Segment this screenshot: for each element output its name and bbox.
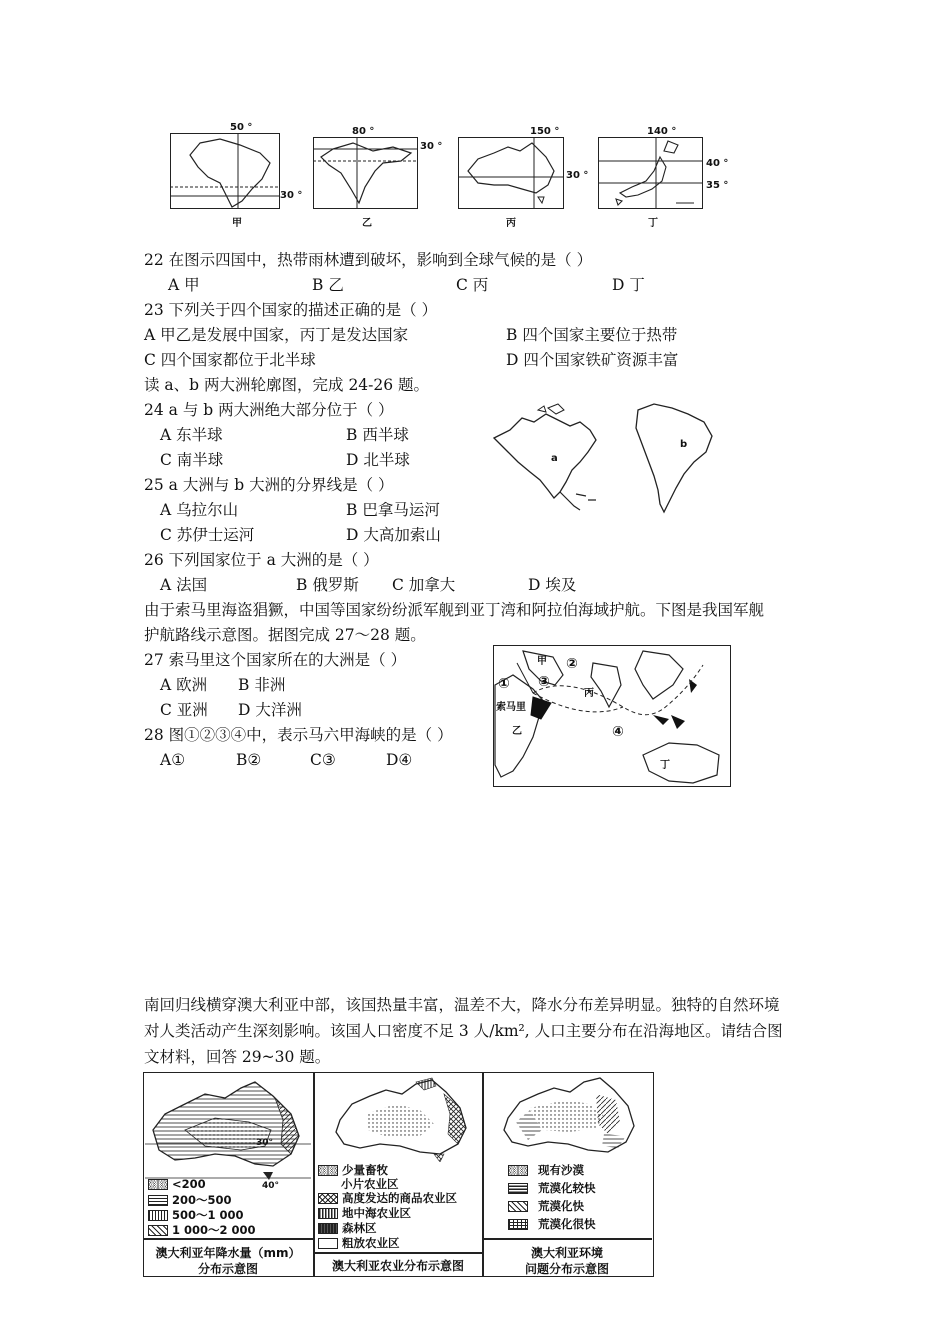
empty-swatch-icon <box>318 1238 338 1249</box>
map-bing-label: 丙 <box>506 218 516 229</box>
map-ding-lat2: 35 ° <box>706 180 729 191</box>
route-point-3: ③ <box>538 674 550 690</box>
map-bing-outline <box>458 137 564 209</box>
rain-tick-30: 30° <box>256 1138 274 1148</box>
rain-legend-4 <box>148 1222 256 1238</box>
q27-option-a[interactable]: A 欧洲 <box>160 676 208 694</box>
q24-option-d[interactable]: D 北半球 <box>346 451 410 469</box>
continent-a-label: a <box>551 453 558 464</box>
map-jia-lat: 30 ° <box>280 190 303 201</box>
q22-option-a[interactable]: A 甲 <box>168 276 200 294</box>
q26-option-c[interactable]: C 加拿大 <box>392 576 456 594</box>
agri-legend-4-text: 地中海农业区 <box>342 1206 411 1220</box>
dots-swatch-icon <box>508 1165 528 1176</box>
map-ding-lon: 140 ° <box>647 126 677 137</box>
map-bing-lon: 150 ° <box>530 126 560 137</box>
grid-swatch-icon <box>508 1219 528 1230</box>
map-jia-outline <box>170 133 280 209</box>
q23-stem: 23 下列关于四个国家的描述正确的是（ ） <box>144 301 438 319</box>
env-legend-1 <box>508 1162 584 1178</box>
q28-option-d[interactable]: D④ <box>386 751 413 769</box>
agri-legend-5-text: 森林区 <box>342 1221 377 1235</box>
env-legend-2 <box>508 1180 596 1196</box>
route-label-bing: 丙 <box>584 688 594 699</box>
americas-outline-map <box>488 400 738 520</box>
route-label-yi: 乙 <box>512 726 522 737</box>
cross-swatch-icon <box>318 1193 338 1204</box>
route-point-4: ④ <box>612 724 624 740</box>
q25-option-a[interactable]: A 乌拉尔山 <box>160 501 239 519</box>
vlines-swatch-icon <box>148 1210 168 1221</box>
q28-option-a[interactable]: A① <box>160 751 186 769</box>
q25-option-d[interactable]: D 大高加索山 <box>346 526 441 544</box>
vlines-swatch-icon <box>318 1208 338 1219</box>
map-ding-outline <box>598 137 703 209</box>
q27-option-d[interactable]: D 大洋洲 <box>238 701 302 719</box>
map-bing-lat: 30 ° <box>566 170 589 181</box>
rain-legend-3 <box>148 1207 244 1223</box>
map-yi-lon: 80 ° <box>352 126 375 137</box>
q27-option-c[interactable]: C 亚洲 <box>160 701 208 719</box>
agri-legend-2-text: 小片农业区 <box>341 1177 399 1191</box>
q23-option-d[interactable]: D 四个国家铁矿资源丰富 <box>506 351 679 369</box>
q26-option-b[interactable]: B 俄罗斯 <box>296 576 359 594</box>
environment-map <box>486 1074 650 1160</box>
q28-option-c[interactable]: C③ <box>310 751 336 769</box>
q26-option-a[interactable]: A 法国 <box>160 576 208 594</box>
q25-option-b[interactable]: B 巴拿马运河 <box>346 501 440 519</box>
q23-option-a[interactable]: A 甲乙是发展中国家，丙丁是发达国家 <box>144 326 409 344</box>
env-caption-2: 问题分布示意图 <box>524 1262 609 1276</box>
diag-swatch-icon <box>508 1201 528 1212</box>
agri-legend-3-text: 高度发达的商品农业区 <box>342 1191 457 1205</box>
caption-divider-3 <box>482 1238 652 1240</box>
q24-option-c[interactable]: C 南半球 <box>160 451 224 469</box>
intro-24-26: 读 a、b 两大洲轮廓图，完成 24-26 题。 <box>144 376 430 394</box>
escort-route-drawing <box>493 645 731 787</box>
rain-legend-2-text: 200～500 <box>172 1193 232 1207</box>
q23-option-b[interactable]: B 四个国家主要位于热带 <box>506 326 678 344</box>
env-caption-1: 澳大利亚环境 <box>530 1246 603 1260</box>
hlines-swatch-icon <box>148 1195 168 1206</box>
continent-b-label: b <box>680 439 688 450</box>
env-legend-3-text: 荒漠化快 <box>538 1199 584 1213</box>
q22-option-b[interactable]: B 乙 <box>312 276 344 294</box>
env-legend-2-text: 荒漠化较快 <box>538 1181 596 1195</box>
q28-stem: 28 图①②③④中，表示马六甲海峡的是（ ） <box>144 726 453 744</box>
route-label-ding: 丁 <box>660 760 670 771</box>
map-ding-lat1: 40 ° <box>706 158 729 169</box>
agri-caption: 澳大利亚农业分布示意图 <box>331 1259 464 1273</box>
q27-option-b[interactable]: B 非洲 <box>238 676 286 694</box>
q24-option-a[interactable]: A 东半球 <box>160 426 223 444</box>
intro-27-28-line1: 由于索马里海盗猖獗，中国等国家纷纷派军舰到亚丁湾和阿拉伯海域护航。下图是我国军舰 <box>144 601 765 619</box>
env-legend-3 <box>508 1198 584 1214</box>
map-yi-outline <box>313 137 418 209</box>
agri-legend-1-text: 少量畜牧 <box>342 1163 388 1177</box>
map-ding-label: 丁 <box>648 218 658 229</box>
agri-legend-3 <box>318 1190 457 1206</box>
agri-legend-6-text: 粗放农业区 <box>342 1236 400 1250</box>
dots-swatch-icon <box>318 1165 338 1176</box>
route-point-1: ① <box>498 676 510 692</box>
q24-stem: 24 a 与 b 两大洲绝大部分位于（ ） <box>144 401 394 419</box>
q27-stem: 27 索马里这个国家所在的大洲是（ ） <box>144 651 407 669</box>
rain-legend-3-text: 500～1 000 <box>172 1208 244 1222</box>
q23-option-c[interactable]: C 四个国家都位于北半球 <box>144 351 316 369</box>
intro-27-28-line2: 护航路线示意图。据图完成 27～28 题。 <box>144 626 426 644</box>
q26-stem: 26 下列国家位于 a 大洲的是（ ） <box>144 551 379 569</box>
env-legend-1-text: 现有沙漠 <box>538 1163 584 1177</box>
rain-tick-40: 40° <box>262 1181 280 1191</box>
intro-29-30-line3: 文材料，回答 29~30 题。 <box>144 1048 331 1066</box>
agri-legend-5 <box>318 1220 377 1236</box>
rain-caption-2: 分布示意图 <box>197 1262 258 1276</box>
hlines-swatch-icon <box>508 1183 528 1194</box>
caption-divider-1 <box>143 1238 313 1240</box>
solid-swatch-icon <box>318 1223 338 1234</box>
q25-option-c[interactable]: C 苏伊士运河 <box>160 526 255 544</box>
route-label-somalia: 索马里 <box>496 702 526 713</box>
map-yi-lat: 30 ° <box>420 141 443 152</box>
rain-legend-2 <box>148 1192 232 1208</box>
q25-stem: 25 a 大洲与 b 大洲的分界线是（ ） <box>144 476 394 494</box>
agri-legend-6 <box>318 1235 400 1251</box>
panel-divider-1 <box>313 1072 315 1277</box>
intro-29-30-line1: 南回归线横穿澳大利亚中部，该国热量丰富，温差不大，降水分布差异明显。独特的自然环境 <box>144 996 780 1014</box>
q22-option-d[interactable]: D 丁 <box>612 276 645 294</box>
q28-option-b[interactable]: B② <box>236 751 262 769</box>
map-jia-label: 甲 <box>232 218 242 229</box>
rain-legend-4-text: 1 000～2 000 <box>172 1223 256 1237</box>
agri-legend-4 <box>318 1205 411 1221</box>
env-legend-4-text: 荒漠化很快 <box>538 1217 596 1231</box>
dots-swatch-icon <box>148 1179 168 1190</box>
agriculture-map <box>316 1074 480 1162</box>
caption-divider-2 <box>313 1252 483 1254</box>
rain-legend-1 <box>148 1177 206 1191</box>
rainfall-map <box>145 1074 311 1184</box>
q24-option-b[interactable]: B 西半球 <box>346 426 409 444</box>
q26-option-d[interactable]: D 埃及 <box>528 576 577 594</box>
map-yi-label: 乙 <box>362 218 372 229</box>
q22-option-c[interactable]: C 丙 <box>456 276 489 294</box>
route-label-jia: 甲 <box>537 656 547 667</box>
diag-swatch-icon <box>148 1225 168 1236</box>
rain-legend-1-text: <200 <box>172 1177 206 1191</box>
map-jia-lon: 50 ° <box>230 122 253 133</box>
route-point-2: ② <box>566 656 578 672</box>
rain-caption-1: 澳大利亚年降水量（mm） <box>155 1246 301 1260</box>
q22-stem: 22 在图示四国中，热带雨林遭到破坏，影响到全球气候的是（ ） <box>144 251 593 269</box>
env-legend-4 <box>508 1216 596 1232</box>
intro-29-30-line2: 对人类活动产生深刻影响。该国人口密度不足 3 人/km², 人口主要分布在沿海地区。请结合图 <box>144 1022 783 1040</box>
